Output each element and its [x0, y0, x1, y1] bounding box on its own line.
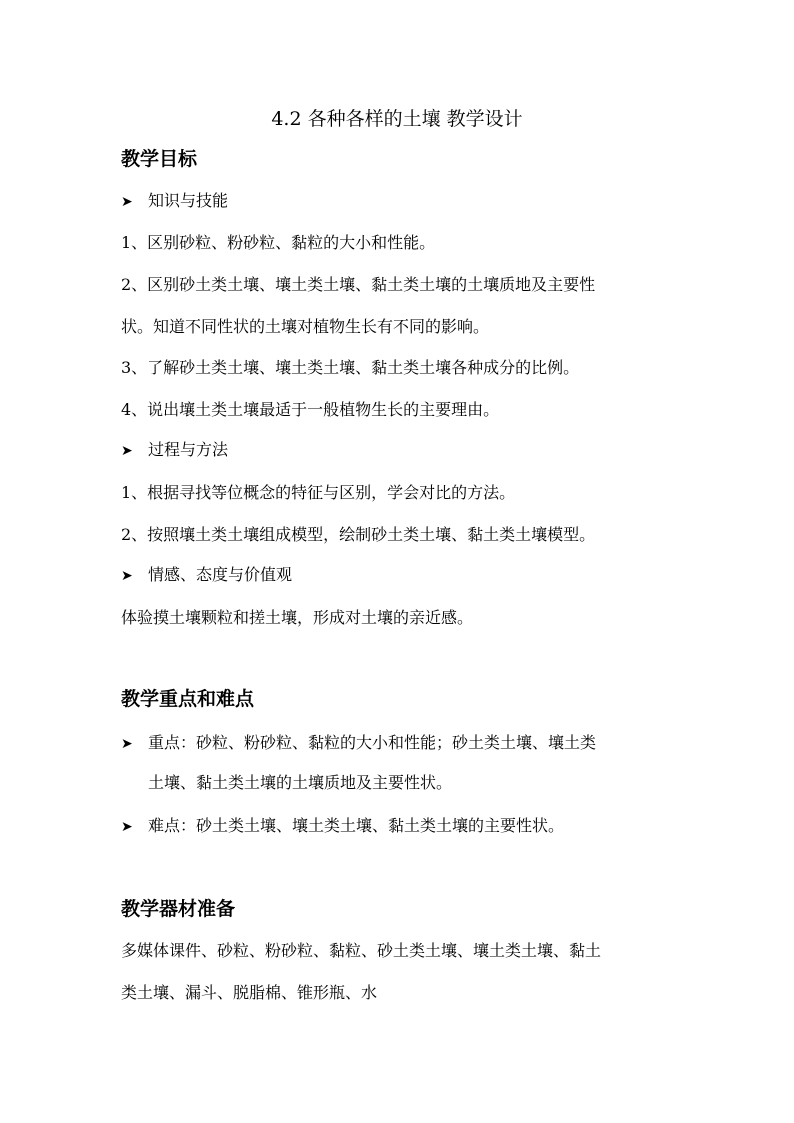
subheading-knowledge-skills — [121, 189, 228, 214]
difficult-point — [121, 814, 564, 839]
key-point-text: 重点：砂粒、粉砂粒、黏粒的大小和性能；砂土类土壤、壤土类 — [148, 733, 597, 752]
section-heading-materials: 教学器材准备 — [121, 898, 236, 920]
difficult-point-text: 难点：砂土类土壤、壤土类土壤、黏土类土壤的主要性状。 — [148, 816, 565, 835]
subheading-label: 知识与技能 — [148, 191, 229, 210]
objective-item: 2、区别砂土类土壤、壤土类土壤、黏土类土壤的土壤质地及主要性 — [121, 275, 596, 294]
section-heading-objectives: 教学目标 — [121, 148, 198, 170]
objective-item: 1、根据寻找等位概念的特征与区别，学会对比的方法。 — [121, 483, 516, 502]
objective-item: 2、按照壤土类土壤组成模型，绘制砂土类土壤、黏土类土壤模型。 — [121, 525, 596, 544]
key-point-continuation: 土壤、黏土类土壤的土壤质地及主要性状。 — [148, 773, 453, 792]
objective-item: 3、了解砂土类土壤、壤土类土壤、黏土类土壤各种成分的比例。 — [121, 358, 580, 377]
subheading-label: 情感、态度与价值观 — [148, 565, 293, 584]
key-point — [121, 731, 596, 756]
subheading-label: 过程与方法 — [148, 440, 229, 459]
objective-item: 4、说出壤土类土壤最适于一般植物生长的主要理由。 — [121, 400, 500, 419]
section-heading-key-points: 教学重点和难点 — [121, 688, 255, 710]
arrow-bullet-icon: ➤ — [121, 819, 133, 835]
arrow-bullet-icon: ➤ — [121, 443, 133, 459]
materials-line: 类土壤、漏斗、脱脂棉、锥形瓶、水 — [121, 983, 378, 1002]
arrow-bullet-icon: ➤ — [121, 568, 133, 584]
materials-line: 多媒体课件、砂粒、粉砂粒、黏粒、砂土类土壤、壤土类土壤、黏土 — [121, 941, 602, 960]
arrow-bullet-icon: ➤ — [121, 194, 133, 210]
document-title: 4.2 各种各样的土壤 教学设计 — [271, 108, 523, 130]
subheading-process-method — [121, 438, 228, 463]
objective-item: 状。知道不同性状的土壤对植物生长有不同的影响。 — [121, 317, 490, 336]
objective-item: 体验摸土壤颗粒和搓土壤，形成对土壤的亲近感。 — [121, 608, 474, 627]
objective-item: 1、区别砂粒、粉砂粒、黏粒的大小和性能。 — [121, 233, 436, 252]
subheading-emotion-values — [121, 563, 292, 588]
arrow-bullet-icon: ➤ — [121, 736, 133, 752]
